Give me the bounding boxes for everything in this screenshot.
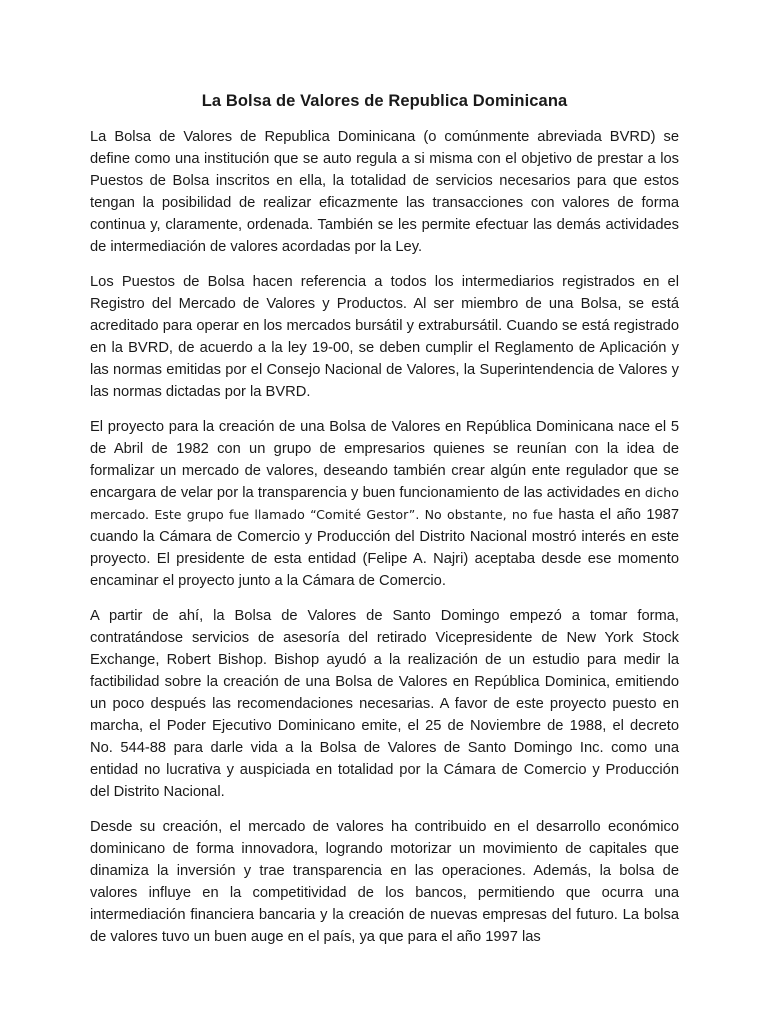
paragraph-4: A partir de ahí, la Bolsa de Valores de Santo Domingo empezó a tomar forma, contratándose servicios de asesoría del retirado Vicepresidente de New York Stock Exchange, Robert Bishop. Bishop ayudó a la realización de un estudio para medir la factibilidad sobre la creación de una Bolsa de Valores en República Dominica, emitiendo un poco después las recomendaciones necesarias. A favor de este proyecto puesto en marcha, el Poder Ejecutivo Dominicano emite, el 25 de Noviembre de 1988, el decreto No. 544-88 para darle vida a la Bolsa de Valores de Santo Domingo Inc. como una entidad no lucrativa y auspiciada en totalidad por la Cámara de Comercio y Producción del Distrito Nacional. <box>90 608 679 800</box>
paragraph-5: Desde su creación, el mercado de valores ha contribuido en el desarrollo económico dominicano de forma innovadora, logrando motorizar un movimiento de capitales que dinamiza la inversión y trae transparencia en las operaciones. Además, la bolsa de valores influye en la competitividad de los bancos, permitiendo que ocurra una intermediación financiera bancaria y la creación de nuevas empresas del futuro. La bolsa de valores tuvo un buen auge en el país, ya que para el año 1997 las <box>90 819 679 945</box>
paragraph-3-part-3: hasta el año 1987 cuando la Cámara de Comercio y Producción del Distrito Nacional mostró interés en este proyecto. El presidente de esta entidad (Felipe A. Najri) aceptaba desde ese momento encaminar el proyecto junto a la Cámara de Comercio. <box>90 507 679 589</box>
paragraph-3-part-1: El proyecto para la creación de una Bolsa de Valores en República Dominicana nace el 5 de Abril de 1982 con un grupo de empresarios quienes se reunían con la idea de formalizar un mercado de valores, deseando también crear algún ente regulador que se encargara de velar por la transparencia y buen funcionamiento de las actividades en <box>90 419 679 501</box>
document-page <box>90 88 679 961</box>
paragraph-3 <box>90 416 679 592</box>
paragraph-3-part-2: dicho mercado. Este grupo fue llamado “Comité Gestor”. No obstante, no fue <box>90 485 679 522</box>
paragraph-1: La Bolsa de Valores de Republica Dominicana (o comúnmente abreviada BVRD) se define como una institución que se auto regula a si misma con el objetivo de prestar a los Puestos de Bolsa inscritos en ella, la totalidad de servicios necesarios para que estos tengan la posibilidad de realizar eficazmente las transacciones con valores de forma continua y, claramente, ordenada. También se les permite efectuar las demás actividades de intermediación de valores acordadas por la Ley. <box>90 129 679 255</box>
document-title: La Bolsa de Valores de Republica Dominicana <box>201 92 568 110</box>
paragraph-2: Los Puestos de Bolsa hacen referencia a todos los intermediarios registrados en el Registro del Mercado de Valores y Productos. Al ser miembro de una Bolsa, se está acreditado para operar en los mercados bursátil y extrabursátil. Cuando se está registrado en la BVRD, de acuerdo a la ley 19-00, se deben cumplir el Reglamento de Aplicación y las normas emitidas por el Consejo Nacional de Valores, la Superintendencia de Valores y las normas dictadas por la BVRD. <box>90 274 679 400</box>
